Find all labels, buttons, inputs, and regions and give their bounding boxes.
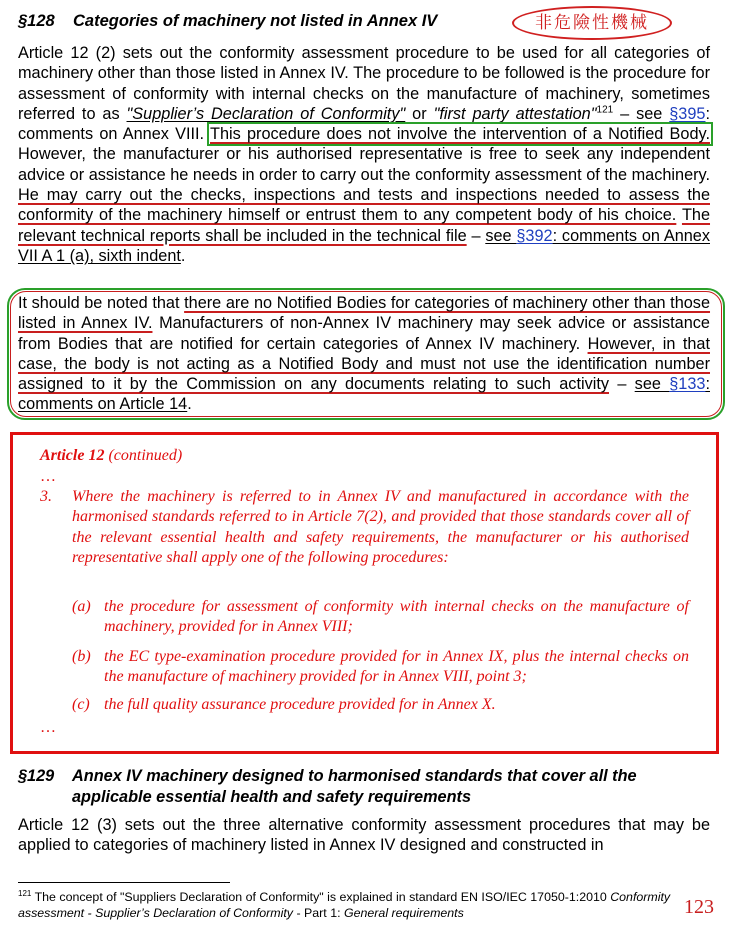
quoted-term: "Supplier’s Declaration of Conformity" <box>126 104 406 123</box>
article-12-title: Article 12 (continued) <box>40 447 183 464</box>
link-392[interactable]: §392 <box>516 226 553 245</box>
text-run: It should be noted that <box>18 294 185 312</box>
link-133[interactable]: §133 <box>669 375 706 394</box>
text-run: – see <box>613 104 670 123</box>
section-title: Categories of machinery not listed in Annex IV <box>73 12 438 30</box>
text-run: However, the manufacturer or his authorised representative is free to seek any independent advice or assistance he needs in order to carry out the conformity assessment of the machinery. <box>18 145 710 184</box>
ellipsis-top: … <box>40 468 59 485</box>
text-run: . <box>180 246 186 265</box>
highlight-underlined: He may carry out the checks, inspections and tests and inspections needed to assess the conformity of the machinery himself or entrust them to any competent body of his choice. <box>18 186 710 225</box>
section-number: §128 <box>18 12 55 30</box>
page-number: 123 <box>684 896 714 918</box>
text-run: Manufacturers of non-Annex IV machinery may seek advice or assistance from Bodies that are notified for certain categories of Annex IV machinery. <box>18 314 710 353</box>
footnote-marker: 121 <box>18 888 32 898</box>
section-128-heading <box>18 10 498 32</box>
footnote-121: $^{121}$ The concept of "Suppliers Declaration of Conformity" is explained in standard EN ISO/IEC 17050-1:2010 Conformity assessment - Supplier’s Declaration of Conformity - Part 1: General requirements <box>18 888 671 920</box>
section-number: §129 <box>18 767 55 785</box>
handwritten-stamp: 非危險性機械 <box>512 6 672 40</box>
list-item-b: the EC type-examination procedure provided for in Annex IX, plus the internal checks on the manufacture of machinery provided for in Annex VIII, point 3; <box>104 648 689 686</box>
reference-text: see §392: comments on Annex VII A 1 (a), sixth indent <box>18 226 710 265</box>
ellipsis-bottom: … <box>40 719 59 736</box>
list-label-b: (b) <box>72 648 91 665</box>
text-run: or <box>405 104 434 123</box>
paragraph-article-12-3: Article 12 (3) sets out the three alternative conformity assessment procedures that may be applied to categories of machinery listed in Annex IV designed and constructed in <box>18 816 710 855</box>
article-point-body: Where the machinery is referred to in Annex IV and manufactured in accordance with the harmonised standards referred to in Article 7(2), and provided that those standards cover all of the relevant essential health and safety requirements, the manufacturer or his authorised representative shall apply one of the following procedures: <box>72 488 689 566</box>
list-label-a: (a) <box>72 598 91 615</box>
text-run: – <box>466 226 486 245</box>
text-run: – <box>609 375 635 394</box>
highlight-underlined: However, in that case, the body is not acting as a Notified Body and must not use the identification number assigned to it by the Commission on any documents relating to such activity <box>18 334 710 394</box>
list-item-c: the full quality assurance procedure provided for in Annex X. <box>104 696 496 713</box>
highlight-boxed-sentence: This procedure does not involve the intervention of a Notified Body. <box>210 125 710 144</box>
highlight-underlined: The relevant technical reports shall be included in the technical file <box>18 206 711 245</box>
section-title: Annex IV machinery designed to harmonised standards that cover all the applicable essential health and safety requirements <box>72 767 637 806</box>
highlight-underlined: there are no Notified Bodies for categories of machinery other than those listed in Annex IV. <box>18 294 711 333</box>
link-395[interactable]: §395 <box>669 104 706 123</box>
list-item-a: the procedure for assessment of conformity with internal checks on the manufacture of machinery, provided for in Annex VIII; <box>104 598 689 636</box>
reference-text: see §133: comments on Article 14 <box>18 375 710 414</box>
text-run: : comments on Annex VIII. <box>18 104 711 144</box>
footnote-divider <box>18 882 230 883</box>
list-label-c: (c) <box>72 696 90 713</box>
footnote-ref[interactable]: 121 <box>596 104 614 116</box>
section-129-heading <box>18 766 718 807</box>
text-run: Article 12 (2) sets out the conformity assessment procedure to be used for all categories of machinery other than those listed in Annex IV. The procedure to be followed is the procedure for assessment of conformity with internal checks on the manufacture of machinery, sometimes referred to as <box>18 44 710 123</box>
text-run: . <box>187 395 192 414</box>
paragraph-notified-bodies <box>18 293 710 415</box>
article-point-number: 3. <box>40 488 52 505</box>
quoted-term: "first party attestation" <box>433 104 597 123</box>
paragraph-article-12-2 <box>18 43 710 266</box>
